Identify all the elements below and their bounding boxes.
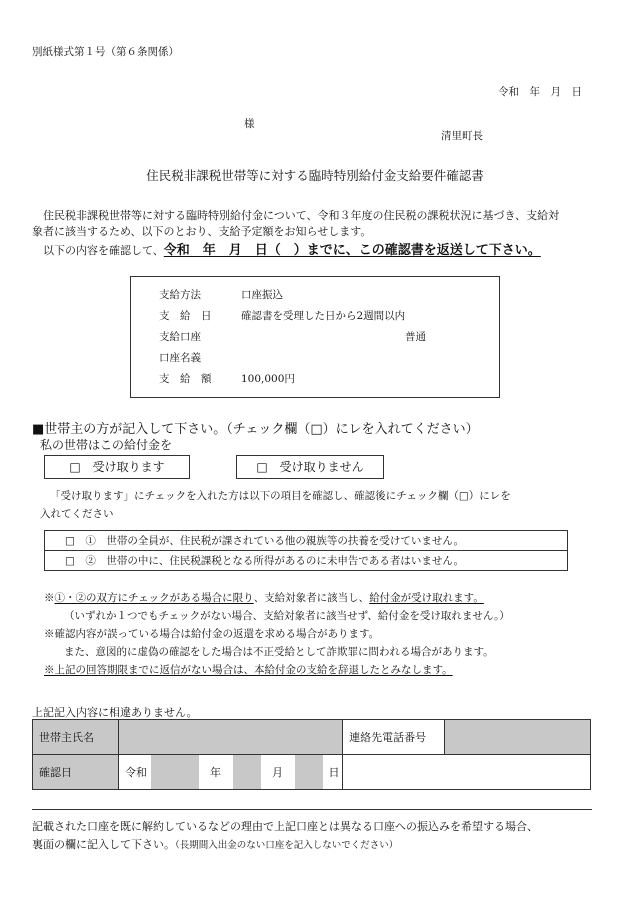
addressee-suffix: 様	[244, 118, 255, 130]
payment-amount-row	[159, 369, 295, 389]
signature-table	[32, 719, 591, 790]
payment-date-row	[159, 306, 405, 326]
payment-details-box	[130, 276, 500, 398]
payment-date-label: 支 給 日	[159, 310, 212, 322]
note-1-result: 給付金が受け取れます。	[369, 592, 484, 604]
condition-2-checkbox[interactable]: □ ② 世帯の中に、住民税課税となる所得があるのに未申告である者はいません。	[45, 551, 568, 571]
month-label: 月	[261, 755, 295, 790]
note-3: ※確認内容が誤っている場合は給付金の返還を求める場合があります。	[44, 628, 380, 640]
intro-line-1: 住民税非課税世帯等に対する臨時特別給付金について、令和３年度の住民税の課税状況に基づき、支給対	[43, 209, 560, 222]
issuer: 清里町長	[441, 130, 483, 142]
note-1	[44, 590, 484, 605]
payment-method-row	[159, 285, 283, 305]
year-label: 年	[199, 755, 233, 790]
payment-method-value: 口座振込	[241, 289, 283, 301]
contact-phone-label: 連絡先電話番号	[343, 720, 445, 755]
account-type: 普通	[405, 331, 426, 343]
head-of-household-name-field[interactable]	[119, 720, 343, 755]
payment-date-value: 確認書を受理した日から2週間以内	[241, 310, 406, 322]
payment-amount-label: 支 給 額	[159, 373, 212, 385]
note-2: （いずれか１つでもチェックがない場合、支給対象者に該当せず、給付金を受け取れません。）	[64, 610, 510, 622]
return-deadline: 令和 年 月 日（ ）までに、この確認書を返送して下さい。	[163, 243, 541, 258]
note-4: また、意図的に虚偽の確認をした場合は不正受給として詐欺罪に問われる場合があります。	[64, 646, 494, 658]
form-number: 別紙様式第１号（第６条関係）	[32, 46, 179, 58]
alternate-account-note-caution: （長期間入出金のない口座を記入しないでください）	[175, 840, 399, 851]
decline-checkbox[interactable]: □ 受け取りません	[236, 455, 384, 479]
alternate-account-note-line-1: 記載された口座を既に解約しているなどの理由で上記口座とは異なる口座への振込みを希望する場合、	[32, 820, 538, 833]
payment-account-row	[159, 327, 479, 347]
note-5: ※上記の回答期限までに返信がない場合は、本給付金の支給を辞退したとみなします。	[44, 664, 453, 676]
eligibility-conditions-table	[44, 530, 568, 571]
payment-amount-value: 100,000円	[241, 373, 295, 385]
check-note-line-2: 入れてください	[40, 508, 114, 520]
contact-phone-field[interactable]	[445, 720, 591, 755]
payment-method-label: 支給方法	[159, 289, 201, 301]
note-1-middle: 、支給対象者に該当し、	[253, 592, 370, 604]
accept-checkbox[interactable]: □ 受け取ります	[44, 455, 190, 479]
head-of-household-instruction: ■世帯主の方が記入して下さい。（チェック欄（□）にレを入れてください）	[32, 422, 479, 437]
sub-instruction: 私の世帯はこの給付金を	[40, 438, 173, 452]
year-field[interactable]	[151, 755, 199, 790]
head-of-household-name-label: 世帯主氏名	[33, 720, 119, 755]
payment-account-label: 支給口座	[159, 331, 201, 343]
intro-line-3-lead: 以下の内容を確認して、	[43, 244, 164, 257]
check-note-line-1: 「受け取ります」にチェックを入れた方は以下の項目を確認し、確認後にチェック欄（□）にレを	[50, 490, 511, 502]
section-divider	[32, 809, 592, 810]
alternate-account-note-main: 裏面の欄に記入して下さい。	[32, 838, 175, 851]
note-1-condition: ①・②の双方にチェックがある場合に限り	[54, 592, 254, 604]
month-field[interactable]	[233, 755, 261, 790]
day-field[interactable]	[295, 755, 323, 790]
day-label: 日	[323, 755, 343, 790]
issue-date: 令和 年 月 日	[498, 86, 582, 98]
intro-line-2: 象者に該当するため、以下のとおり、支給予定額をお知らせします。	[32, 225, 372, 238]
account-holder-row	[159, 348, 241, 368]
condition-1-checkbox[interactable]: □ ① 世帯の全員が、住民税が課されている他の親族等の扶養を受けていません。	[45, 531, 568, 551]
signature-blank-cell	[343, 755, 591, 790]
document-title: 住民税非課税世帯等に対する臨時特別給付金支給要件確認書	[146, 168, 484, 183]
confirmation-date-label: 確認日	[33, 755, 119, 790]
alternate-account-note-line-2	[32, 836, 398, 852]
era-label: 令和	[119, 755, 151, 790]
intro-line-3	[32, 239, 541, 258]
note-1-mark: ※	[44, 592, 55, 604]
confirmation-statement: 上記記入内容に相違ありません。	[32, 706, 198, 719]
account-holder-label: 口座名義	[159, 352, 201, 364]
